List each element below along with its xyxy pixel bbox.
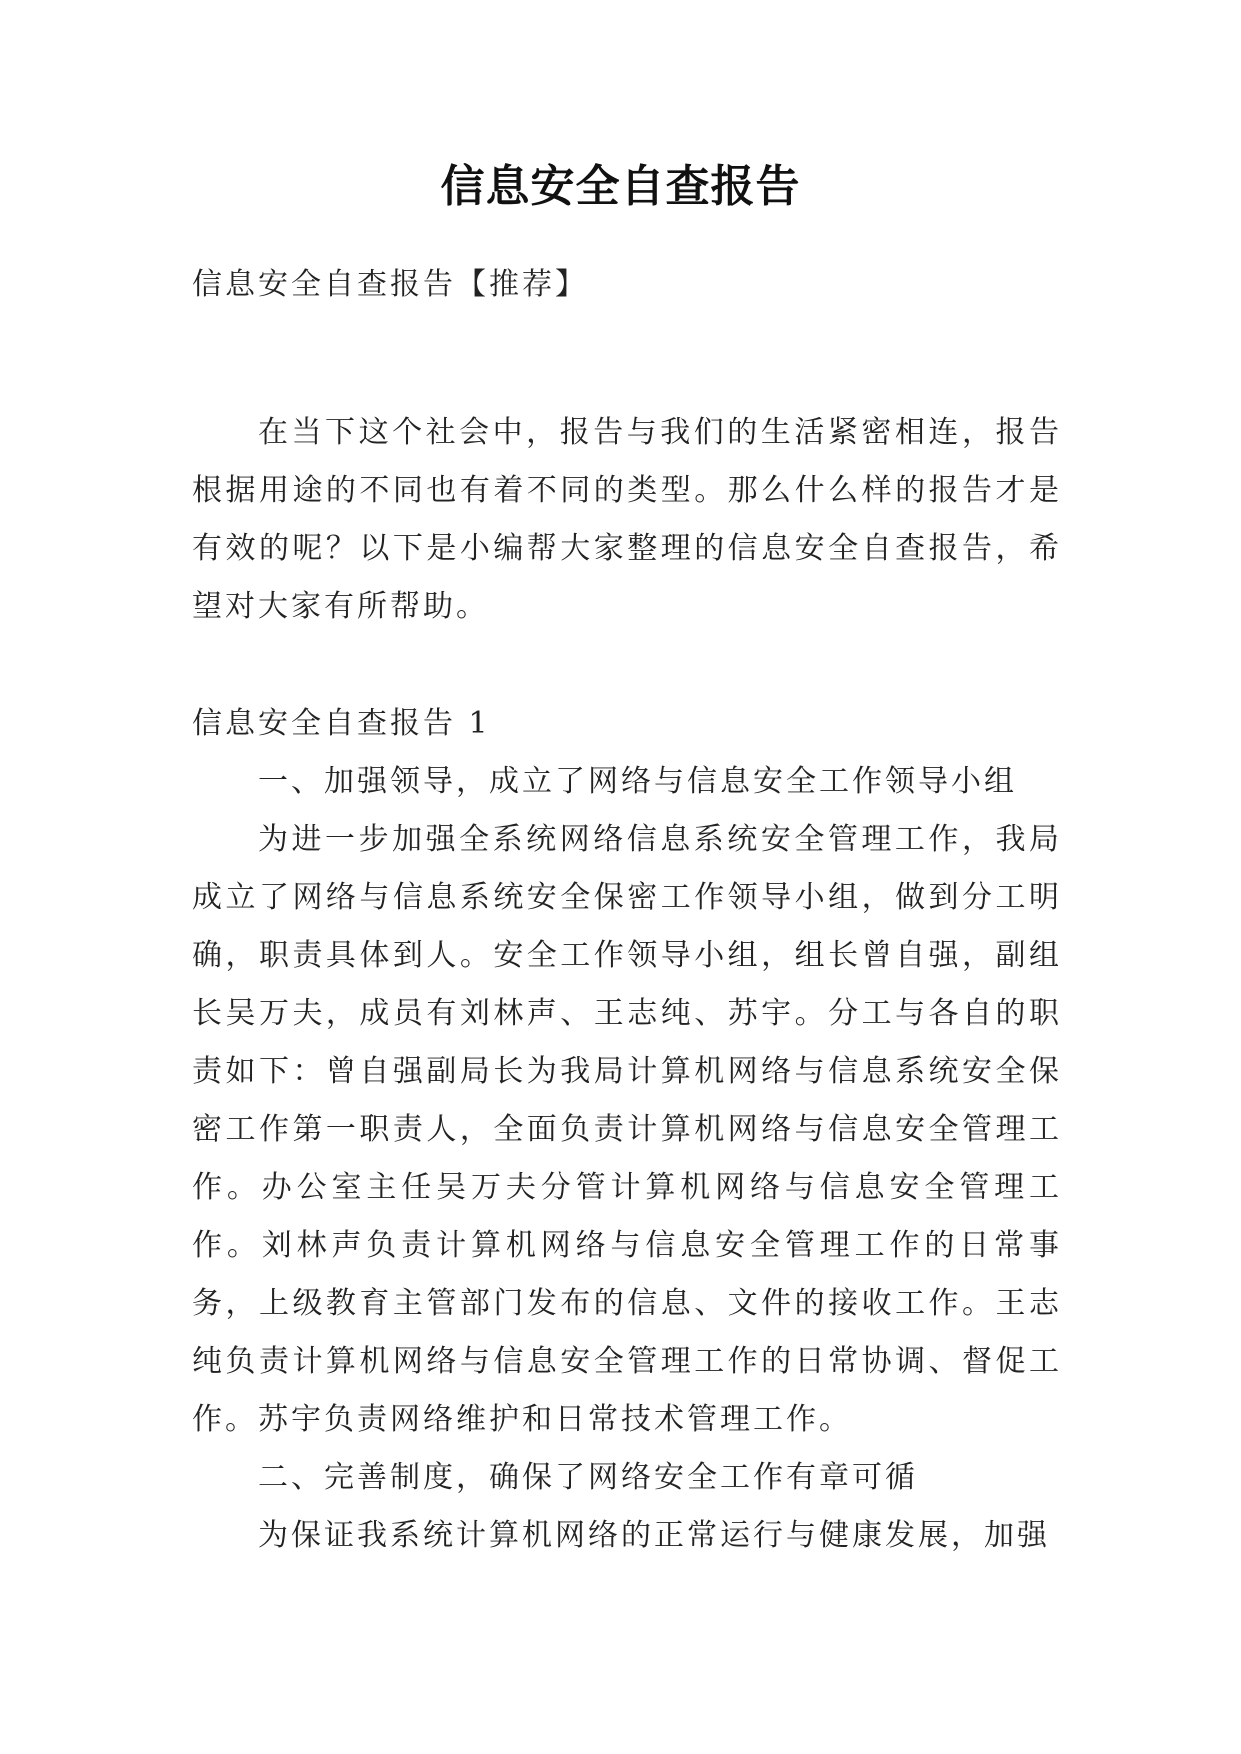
intro-paragraph: 在当下这个社会中，报告与我们的生活紧密相连，报告根据用途的不同也有着不同的类型。那么什么样的报告才是有效的呢？以下是小编帮大家整理的信息安全自查报告，希望对大家有所帮助。 [192, 415, 1062, 624]
section-title: 信息安全自查报告 1 [192, 706, 491, 741]
paragraph-one: 为进一步加强全系统网络信息系统安全管理工作，我局成立了网络与信息系统安全保密工作领导小组，做到分工明确，职责具体到人。安全工作领导小组，组长曾自强，副组长吴万夫，成员有刘林声、王志纯、苏宇。分工与各自的职责如下：曾自强副局长为我局计算机网络与信息系统安全保密工作第一职责人，全面负责计算机网络与信息安全管理工作。办公室主任吴万夫分管计算机网络与信息安全管理工作。刘林声负责计算机网络与信息安全管理工作的日常事务，上级教育主管部门发布的信息、文件的接收工作。王志纯负责计算机网络与信息安全管理工作的日常协调、督促工作。苏宇负责网络维护和日常技术管理工作。 [192, 822, 1062, 1437]
document-subtitle: 信息安全自查报告【推荐】 [192, 267, 588, 302]
heading-two: 二、完善制度，确保了网络安全工作有章可循 [258, 1460, 918, 1495]
report-body [192, 695, 1062, 1565]
document-title: 信息安全自查报告 [440, 161, 801, 212]
heading-one: 一、加强领导，成立了网络与信息安全工作领导小组 [258, 764, 1017, 799]
paragraph-two: 为保证我系统计算机网络的正常运行与健康发展，加强 [258, 1518, 1050, 1553]
intro-block [192, 404, 1062, 636]
